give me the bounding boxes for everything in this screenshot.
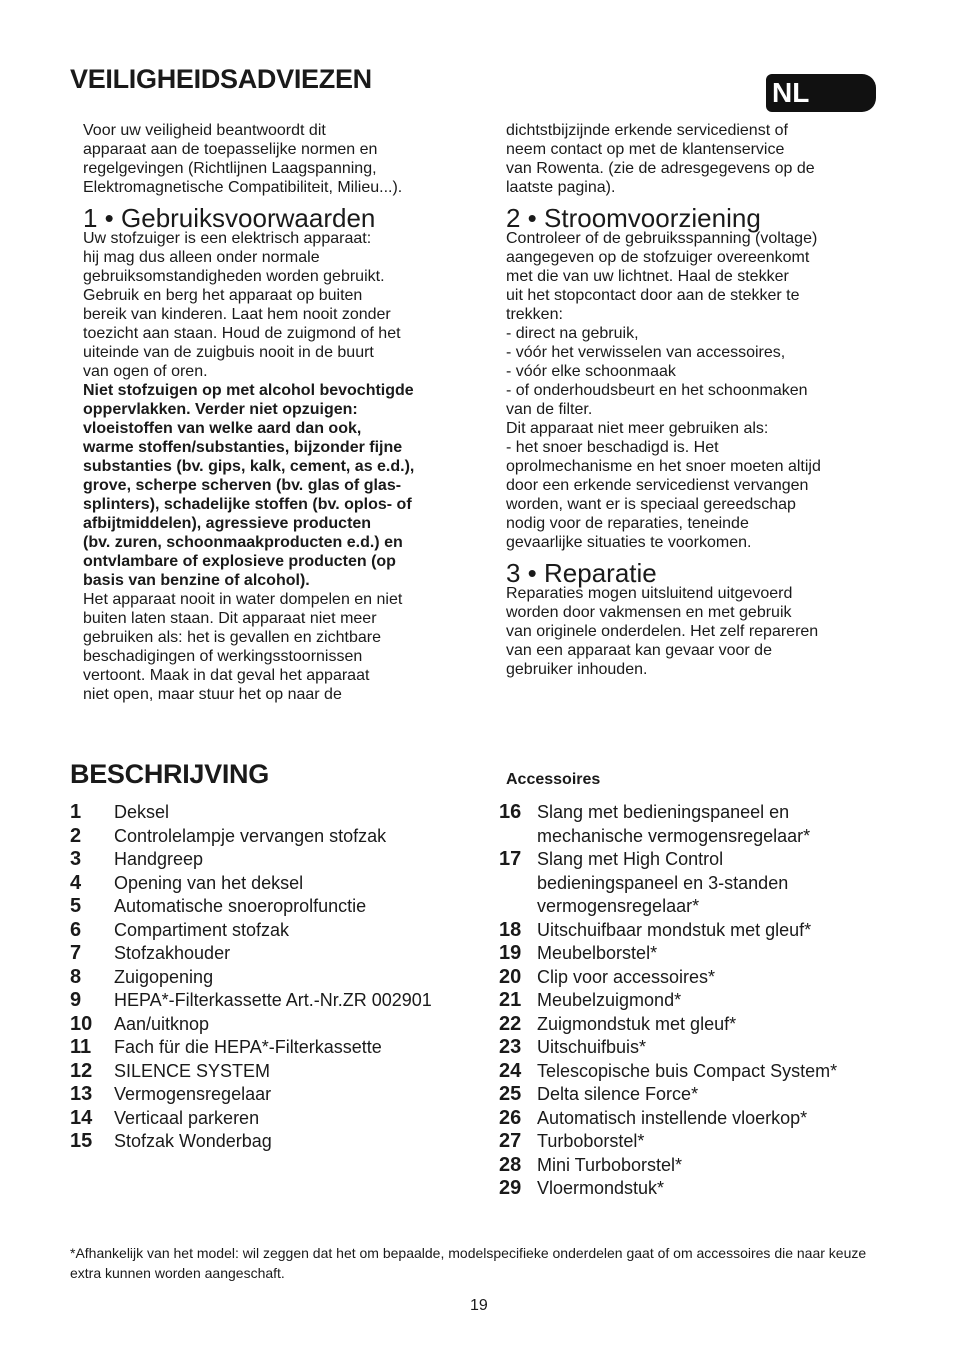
list-item: 8 Zuigopening	[70, 965, 214, 988]
section-1-warning: Niet stofzuigen op met alcohol bevochtigde oppervlakken. Verder niet opzuigen: vloeistoffen van welke aard dan ook, warme stoffen/substanties, bijzonder fijne substanties (bv. gips, kalk, cement, as e.d.), grove, scherpe scherven (bv. glas of glas- splinters), schadelijke stoffen (bv. oplos- of afbijtmiddelen), agressieve producten (bv. zuren, schoonmaakproducten e.d.) en ontvlambare of explosieve producten (op basis van benzine of alcohol).	[83, 382, 415, 589]
safety-continued: dichtstbijzijnde erkende servicedienst of neem contact op met de klantenservice van Rowenta. (zie de adresgegevens op de laatste pagina).	[506, 122, 815, 196]
list-item: 19 Meubelborstel*	[499, 942, 658, 964]
list-item: 15 Stofzak Wonderbag	[70, 1130, 272, 1152]
list-item: 13 Vermogensregelaar	[70, 1083, 272, 1105]
list-item: 2 Controlelampje vervangen stofzak	[70, 824, 387, 847]
section-1-text: Uw stofzuiger is een elektrisch apparaat: hij mag dus alleen onder normale gebruiksomstandigheden worden gebruikt. Gebruik en berg het apparaat op buiten bereik van kinderen. Laat hem nooit zonder toezicht aan staan. Houd de zuigmond of het uiteinde van de zuigbuis nooit in de buurt van ogen of oren.	[83, 230, 401, 380]
list-item: 4 Opening van het deksel	[70, 871, 304, 894]
list-item: 20 Clip voor accessoires*	[499, 965, 716, 988]
list-item: 26 Automatisch instellende vloerkop*	[499, 1106, 808, 1129]
section-1-text-continued: Het apparaat nooit in water dompelen en niet buiten laten staan. Dit apparaat niet meer gebruiken als: het is gevallen en zichtbare beschadigingen of werkingsstoornissen vertoont. Maak in dat geval het apparaat niet open, maar stuur het op naar de	[83, 591, 403, 703]
list-item: 29 Vloermondstuk*	[499, 1177, 665, 1199]
parts-list	[70, 801, 490, 1154]
language-badge: NL	[766, 74, 876, 112]
section-2-heading: 2 • Stroomvoorziening	[506, 203, 761, 233]
list-item: 22 Zuigmondstuk met gleuf*	[499, 1012, 737, 1035]
safety-right-column	[506, 121, 896, 679]
page-number: 19	[470, 1297, 488, 1314]
accessories-heading: Accessoires	[506, 771, 601, 788]
list-item: 7 Stofzakhouder	[70, 942, 231, 964]
description-title: BESCHRIJVING	[70, 759, 269, 789]
section-3-heading: 3 • Reparatie	[506, 558, 657, 588]
footnote: *Afhankelijk van het model: wil zeggen dat het om bepaalde, modelspecifieke onderdelen gaat of om accessoires die naar keuze extra kunnen worden aangeschaft.	[70, 1245, 867, 1281]
list-item: 24 Telescopische buis Compact System*	[499, 1059, 838, 1082]
safety-left-column	[83, 121, 468, 704]
section-3-text: Reparaties mogen uitsluitend uitgevoerd worden door vakmensen en met gebruik van originele onderdelen. Het zelf repareren van een apparaat kan gevaar voor de gebruiker inhouden.	[506, 585, 819, 678]
list-item: 6 Compartiment stofzak	[70, 918, 290, 941]
list-item: 1 Deksel	[70, 801, 170, 823]
list-item: 28 Mini Turboborstel*	[499, 1153, 683, 1176]
section-2-text: Controleer of de gebruiksspanning (voltage) aangegeven op de stofzuiger overeenkomt met die van uw lichtnet. Haal de stekker uit het stopcontact door aan de stekker te trekken: - direct na gebruik, - vóór het verwisselen van accessoires, - vóór elke schoonmaak - of onderhoudsbeurt en het schoonmaken van de filter. Dit apparaat niet meer gebruiken als: - het snoer beschadigd is. Het oprolmechanisme en het snoer moeten altijd door een erkende servicedienst vervangen worden, want er is speciaal gereedschap nodig voor de reparaties, teneinde gevaarlijke situaties te voorkomen.	[506, 230, 821, 551]
list-item: 11 Fach für die HEPA*-Filterkassette	[70, 1036, 382, 1058]
safety-intro: Voor uw veiligheid beantwoordt dit apparaat aan de toepasselijke normen en regelgevingen (Richtlijnen Laagspanning, Elektromagnetische Compatibiliteit, Milieu...).	[83, 122, 403, 196]
list-item: 27 Turboborstel*	[499, 1130, 645, 1152]
list-item: 5 Automatische snoeroprolfunctie	[70, 895, 367, 917]
list-item: 23 Uitschuifbuis*	[499, 1036, 647, 1058]
safety-title: VEILIGHEIDSADVIEZEN	[70, 64, 372, 94]
list-item: 12 SILENCE SYSTEM	[70, 1059, 271, 1082]
list-item: 18 Uitschuifbaar mondstuk met gleuf*	[499, 918, 812, 941]
section-1-heading: 1 • Gebruiksvoorwaarden	[83, 203, 376, 233]
accessories-list	[499, 801, 899, 1201]
list-item: 25 Delta silence Force*	[499, 1083, 699, 1105]
list-item: 21 Meubelzuigmond*	[499, 989, 682, 1011]
list-item: 10 Aan/uitknop	[70, 1012, 210, 1035]
list-item: 14 Verticaal parkeren	[70, 1106, 260, 1129]
list-item: 16 Slang met bedieningspaneel en mechanische vermogensregelaar*	[499, 801, 811, 846]
list-item: 9 HEPA*-Filterkassette Art.-Nr.ZR 002901	[70, 989, 432, 1011]
list-item: 3 Handgreep	[70, 848, 204, 870]
list-item: 17 Slang met High Control bedieningspaneel en 3-standen vermogensregelaar*	[499, 848, 789, 916]
